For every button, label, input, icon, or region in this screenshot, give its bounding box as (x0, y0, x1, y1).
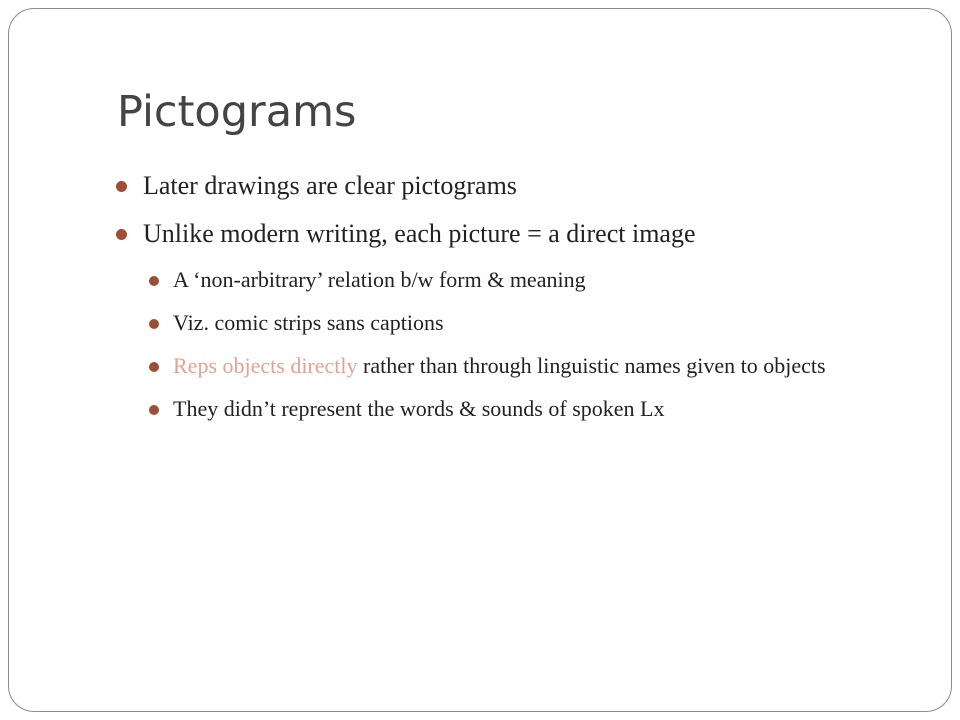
bullet-text: Later drawings are clear pictograms (143, 171, 517, 200)
bullet-icon (149, 405, 159, 415)
sub-bullet-item (115, 265, 915, 294)
sub-bullet-text: Viz. comic strips sans captions (173, 310, 444, 335)
bullet-icon (116, 229, 127, 240)
bullet-icon (149, 362, 159, 372)
bullet-item (115, 217, 915, 251)
bullet-icon (116, 181, 127, 192)
sub-bullet-text: rather than through linguistic names given to objects (357, 353, 826, 378)
sub-bullet-text: They didn’t represent the words & sounds of spoken Lx (173, 396, 665, 421)
slide-frame (8, 8, 952, 712)
bullet-item (115, 169, 915, 203)
slide-title: Pictograms (117, 87, 357, 137)
bullet-list (115, 169, 915, 437)
highlighted-text: Reps objects directly (173, 353, 358, 378)
sub-bullet-item (115, 351, 915, 380)
sub-bullet-item (115, 394, 915, 423)
sub-bullet-item (115, 308, 915, 337)
bullet-text: Unlike modern writing, each picture = a direct image (143, 219, 696, 248)
bullet-icon (149, 319, 159, 329)
bullet-icon (149, 276, 159, 286)
sub-bullet-text: A ‘non-arbitrary’ relation b/w form & meaning (173, 267, 586, 292)
